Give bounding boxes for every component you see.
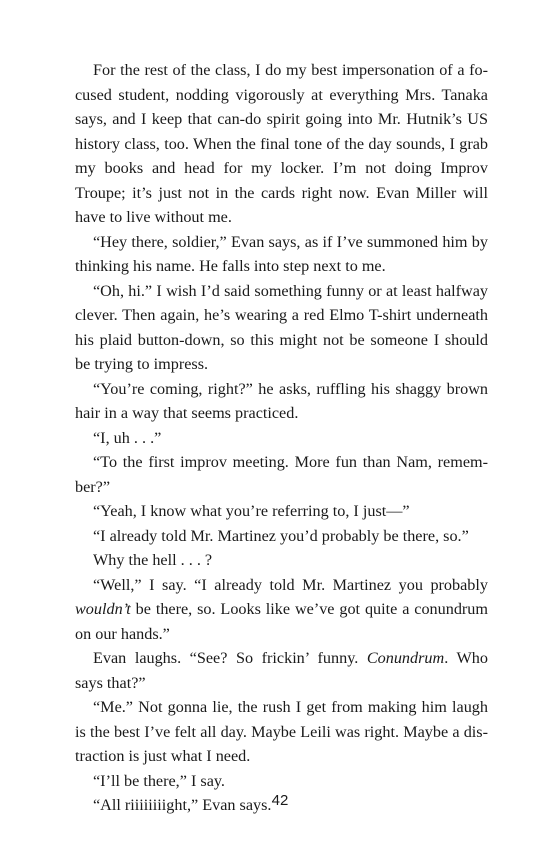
paragraph	[75, 450, 488, 499]
text-run: “All riiiiiiiight,” Evan says.	[93, 796, 272, 814]
paragraph	[75, 58, 488, 230]
text-run: For the rest of the class, I do my best impersonation of a focused student, nodding vigorously at everything Mrs. Tanaka says, and I keep that can-do spirit going into Mr. Hutnik’s US history class, too. When the final tone of the day sounds, I grab my books and head for my locker. I’m not doing Improv Troupe; it’s just not in the cards right now. Evan Miller will have to live without me.	[75, 61, 488, 226]
text-run: be there, so. Looks like we’ve got quite a conundrum on our hands.”	[75, 600, 488, 643]
paragraph	[75, 230, 488, 279]
body-text	[75, 58, 488, 818]
text-run: “Hey there, soldier,” Evan says, as if I’ve summoned him by thinking his name. He falls into step next to me.	[75, 232, 488, 275]
text-run: Evan laughs. “See? So frickin’ funny.	[93, 649, 367, 667]
paragraph	[75, 499, 488, 524]
italic-text: Conundrum	[366, 649, 445, 667]
paragraph	[75, 426, 488, 451]
paragraph	[75, 377, 488, 426]
text-run: “I, uh . . .”	[93, 428, 162, 447]
text-run: Why the hell . . . ?	[93, 551, 213, 569]
page-number: 42	[271, 792, 289, 809]
paragraph	[75, 548, 488, 573]
text-run: “Well,” I say. “I already told Mr. Martinez you probably	[93, 575, 488, 594]
text-run: “I’ll be there,” I say.	[93, 771, 225, 790]
text-run: “You’re coming, right?” he asks, ruffling his shaggy brown hair in a way that seems practiced.	[75, 379, 488, 422]
text-run: “To the first improv meeting. More fun than Nam, remember?”	[75, 453, 488, 496]
paragraph	[75, 524, 488, 549]
text-run: “Oh, hi.” I wish I’d said something funny or at least halfway clever. Then again, he’s wearing a red Elmo T-shirt underneath his plaid button-down, so this might not be someone I should be trying to impress.	[75, 281, 488, 373]
text-run: “Me.” Not gonna lie, the rush I get from making him laugh is the best I’ve felt all day. Maybe Leili was right. Maybe a distraction is just what I need.	[75, 698, 488, 765]
paragraph	[75, 573, 488, 647]
paragraph	[75, 646, 488, 695]
paragraph	[75, 279, 488, 377]
paragraph	[75, 695, 488, 769]
text-run: . Who says that?”	[75, 649, 488, 692]
italic-text: wouldn’t	[75, 600, 131, 618]
text-run: “Yeah, I know what you’re referring to, I just—”	[93, 502, 410, 520]
paragraph	[75, 769, 488, 794]
text-run: “I already told Mr. Martinez you’d probably be there, so.”	[93, 526, 469, 545]
